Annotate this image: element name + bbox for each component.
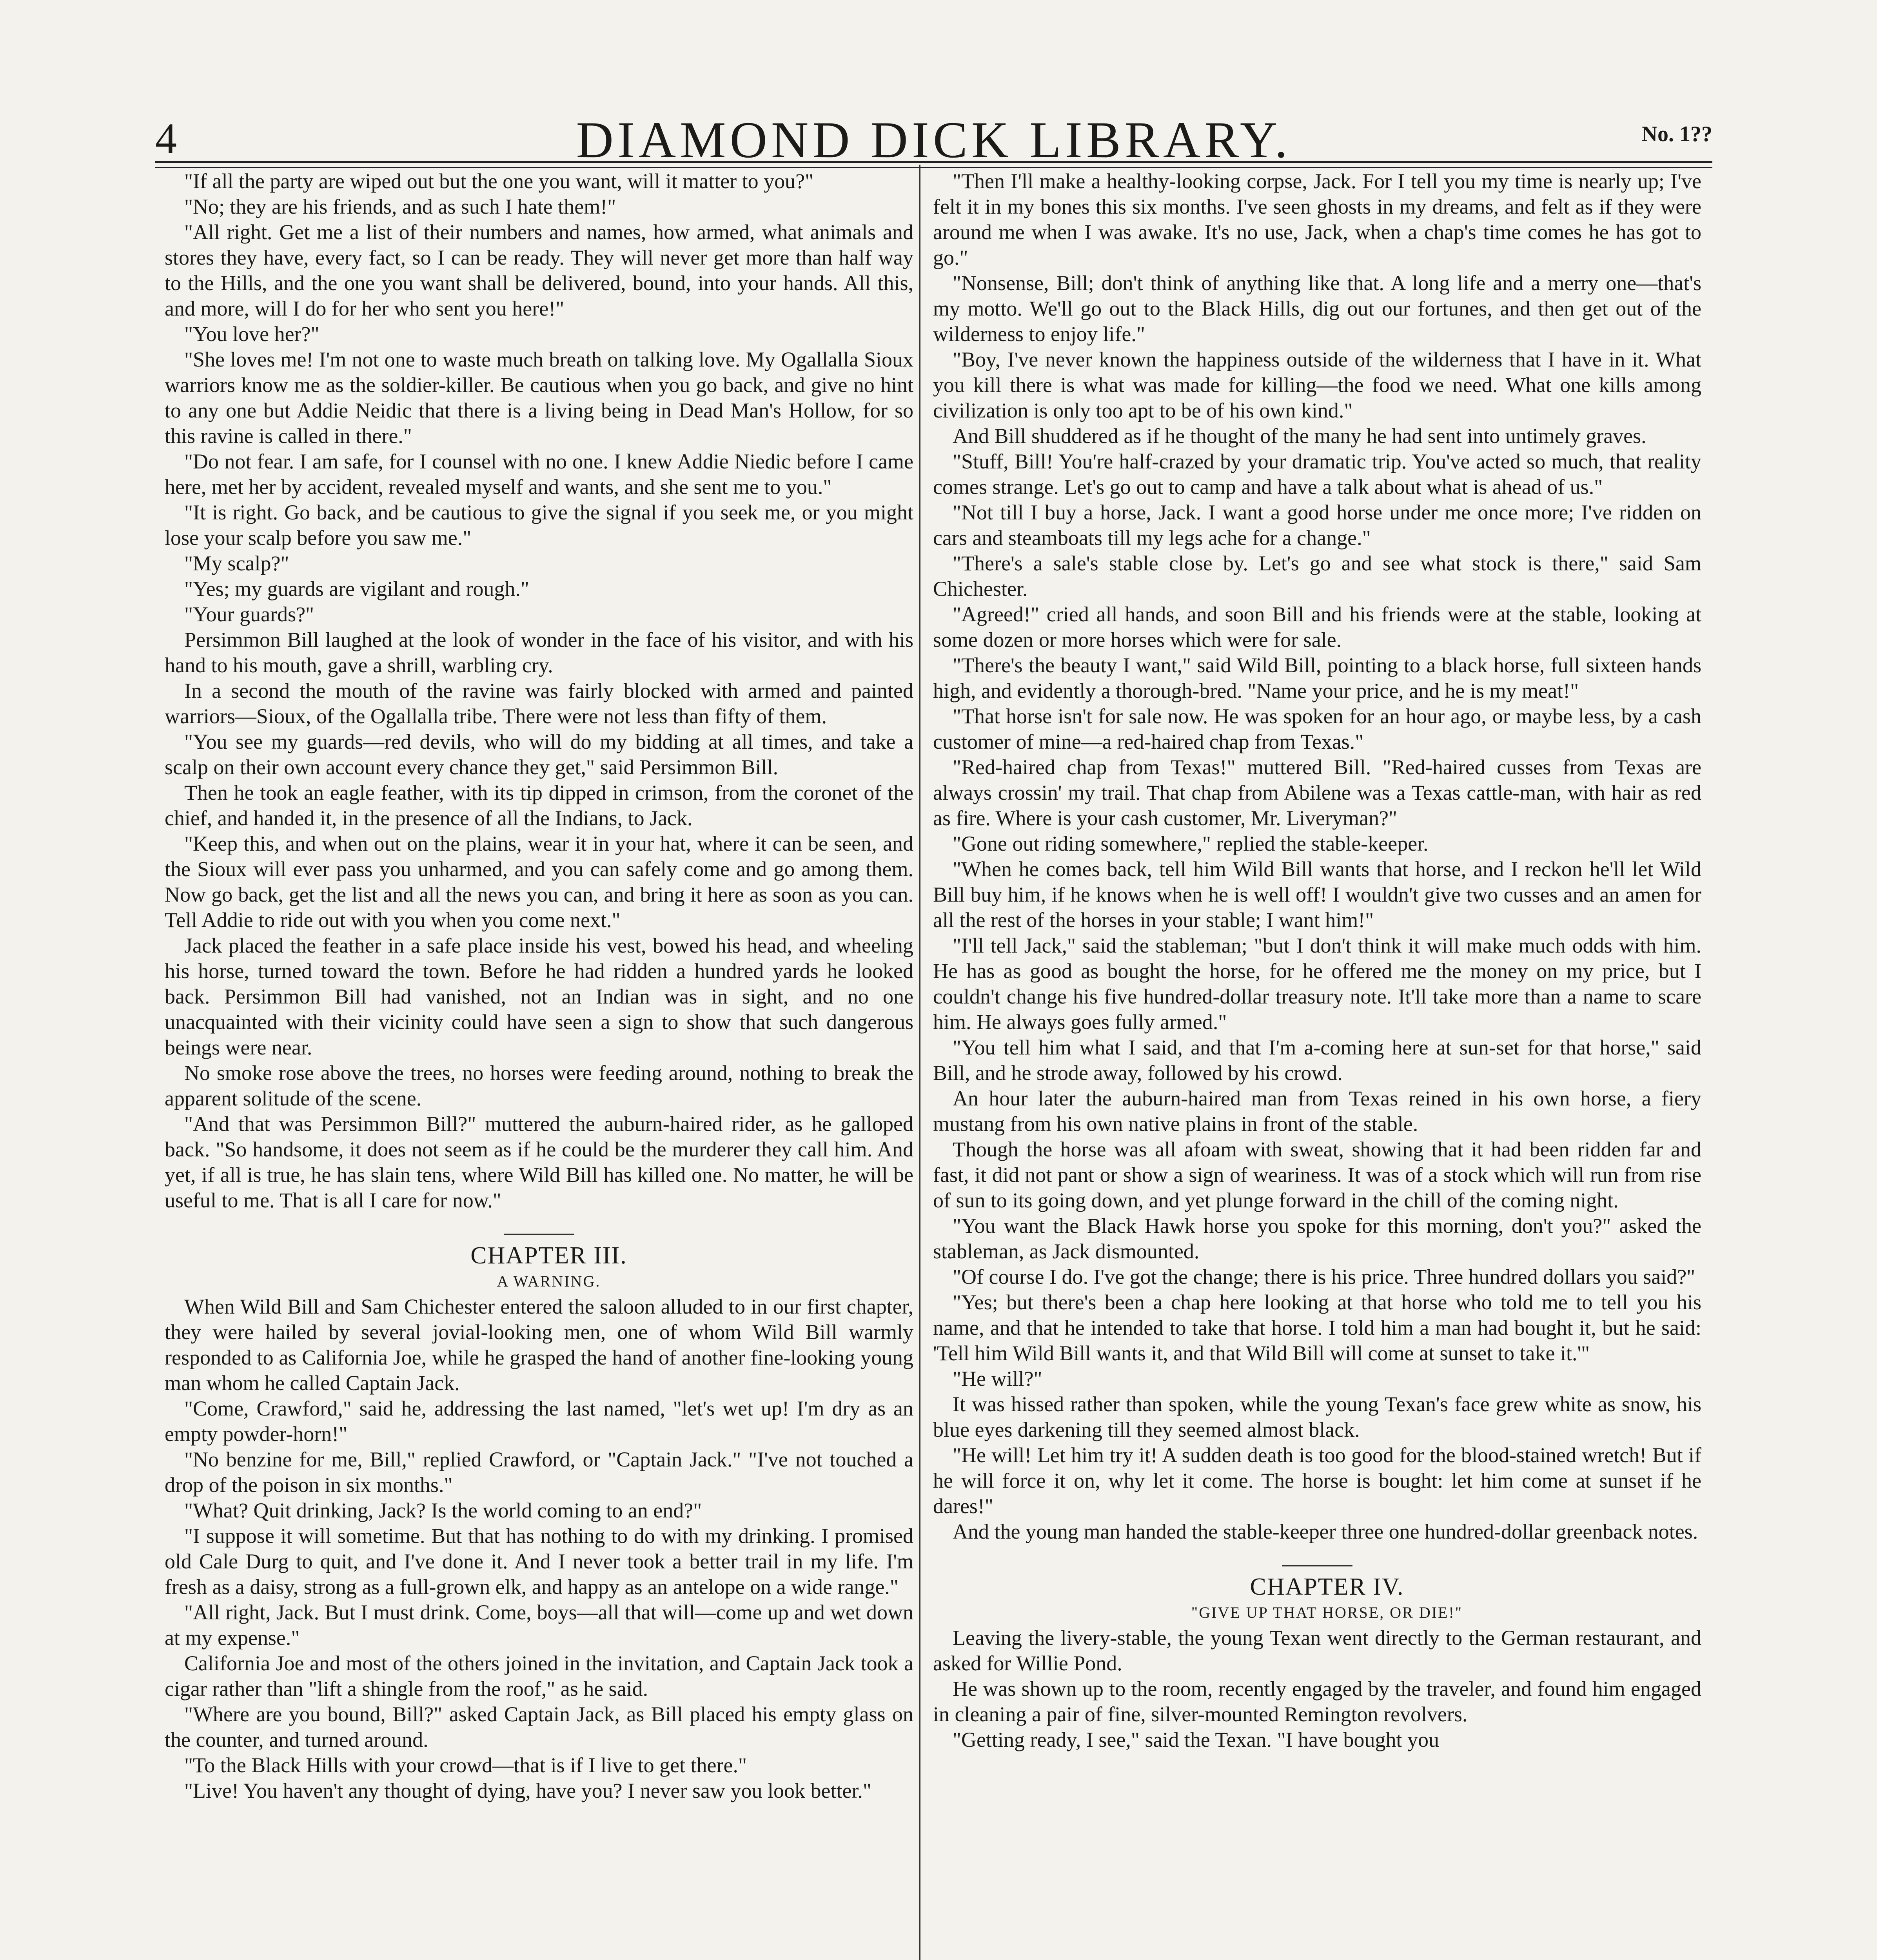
header-rule: [155, 161, 1712, 163]
paragraph: An hour later the auburn-haired man from Texas reined in his own horse, a fiery mustang from his own native plains in front of the stable.: [933, 1087, 1701, 1136]
paragraph: "You want the Black Hawk horse you spoke for this morning, don't you?" asked the stableman, as Jack dismounted.: [933, 1214, 1701, 1263]
chapter-four-title: CHAPTER IV.: [1250, 1573, 1404, 1600]
paragraph: "Where are you bound, Bill?" asked Captain Jack, as Bill placed his empty glass on the counter, and turned around.: [165, 1702, 913, 1751]
right-column: [933, 169, 1701, 1960]
paragraph: "Of course I do. I've got the change; there is his price. Three hundred dollars you said?": [953, 1265, 1695, 1289]
paragraph: "No; they are his friends, and as such I hate them!": [184, 195, 616, 218]
right-text-block-1: [933, 169, 1701, 1544]
section-separator: [1282, 1565, 1352, 1566]
paragraph: "He will! Let him try it! A sudden death is too good for the blood-stained wretch! But if he will force it on, why let it come. The horse is bought: let him come at sunset if he dares!": [933, 1443, 1701, 1518]
paragraph: "Keep this, and when out on the plains, wear it in your hat, where it can be seen, and the Sioux will ever pass you unharmed, and you can safely come and go among them. Now go back, get the list and all the news you can, and bring it here as soon as you can. Tell Addie to ride out with you when you come next.": [165, 832, 913, 932]
paragraph: And the young man handed the stable-keeper three one hundred-dollar greenback notes.: [953, 1520, 1698, 1543]
paragraph: Leaving the livery-stable, the young Texan went directly to the German restaurant, and asked for Willie Pond.: [933, 1626, 1701, 1675]
paragraph: "I suppose it will sometime. But that has nothing to do with my drinking. I promised old Cale Durg to quit, and I've done it. And I never took a better trail in my life. I'm fresh as a daisy, strong as a full-grown elk, and happy as an antelope on a wide range.": [165, 1524, 913, 1599]
paragraph: "She loves me! I'm not one to waste much breath on talking love. My Ogallalla Sioux warriors know me as the soldier-killer. Be cautious when you go back, and give no hint to any one but Addie Neidic that there is a living being in Dead Man's Hollow, for so this ravine is called in there.": [165, 348, 913, 448]
paragraph: "Stuff, Bill! You're half-crazed by your dramatic trip. You've acted so much, that reality comes strange. Let's go out to camp and have a talk about what is ahead of us.": [933, 450, 1701, 499]
paragraph: "All right, Jack. But I must drink. Come, boys—all that will—come up and wet down at my expense.": [165, 1601, 913, 1650]
left-column: [165, 169, 913, 1960]
paragraph: And Bill shuddered as if he thought of the many he had sent into untimely graves.: [953, 424, 1646, 448]
paragraph: "There's the beauty I want," said Wild Bill, pointing to a black horse, full sixteen hands high, and evidently a thorough-bred. "Name your price, and he is my meat!": [933, 653, 1701, 702]
paragraph: "You love her?": [184, 322, 319, 346]
paragraph: California Joe and most of the others joined in the invitation, and Captain Jack took a cigar rather than "lift a shingle from the roof," as he said.: [165, 1651, 913, 1700]
paragraph: "It is right. Go back, and be cautious to give the signal if you seek me, or you might lose your scalp before you saw me.": [165, 501, 913, 550]
paragraph: "No benzine for me, Bill," replied Crawford, or "Captain Jack." "I've not touched a drop of the poison in six months.": [165, 1448, 913, 1497]
right-text-block-2: [933, 1625, 1701, 1753]
paragraph: "Nonsense, Bill; don't think of anything like that. A long life and a merry one—that's my motto. We'll go out to the Black Hills, dig out our fortunes, and then get out of the wilderness to enjoy life.": [933, 271, 1701, 346]
left-text-block-1: [165, 169, 913, 1213]
paragraph: "Agreed!" cried all hands, and soon Bill and his friends were at the stable, looking at some dozen or more horses which were for sale.: [933, 603, 1701, 652]
paragraph: He was shown up to the room, recently engaged by the traveler, and found him engaged in cleaning a pair of fine, silver-mounted Remington revolvers.: [933, 1677, 1701, 1726]
paragraph: "If all the party are wiped out but the one you want, will it matter to you?": [184, 169, 814, 193]
paragraph: "I'll tell Jack," said the stableman; "but I don't think it will make much odds with him. He has as good as bought the horse, for he offered me the money on my price, but I couldn't change his five hundred-dollar treasury note. It'll take more than a name to scare him. He always goes fully armed.": [933, 934, 1701, 1034]
paragraph: "You see my guards—red devils, who will do my bidding at all times, and take a scalp on their own account every chance they get," said Persimmon Bill.: [165, 730, 913, 779]
left-text-block-2: [165, 1294, 913, 1804]
paragraph: "Yes; but there's been a chap here looking at that horse who told me to tell you his name, and that he intended to take that horse. I told him a man had bought it, but he said: 'Tell him Wild Bill wants it, and that Wild Bill will come at sunset to take it.'": [933, 1290, 1701, 1365]
paragraph: "And that was Persimmon Bill?" muttered the auburn-haired rider, as he galloped back. "So handsome, it does not seem as if he could be the murderer they call him. And yet, if all is true, he has slain tens, where Wild Bill has killed one. No matter, he will be useful to me. That is all I care for now.": [165, 1112, 913, 1212]
paragraph: "There's a sale's stable close by. Let's go and see what stock is there," said Sam Chichester.: [933, 552, 1701, 601]
paragraph: "Then I'll make a healthy-looking corpse, Jack. For I tell you my time is nearly up; I've felt it in my bones this six months. I've seen ghosts in my dreams, and felt as if they were around me when I was awake. It's no use, Jack, when a chap's time comes he has got to go.": [933, 169, 1701, 269]
paragraph: Though the horse was all afoam with sweat, showing that it had been ridden far and fast, it did not pant or show a sign of weariness. It was of a stock which will run from rise of sun to its going down, and yet plunge forward in the chill of the coming night.: [933, 1138, 1701, 1212]
header-rule-thin: [155, 167, 1712, 168]
paragraph: "What? Quit drinking, Jack? Is the world coming to an end?": [184, 1499, 702, 1522]
page-number: 4: [155, 114, 177, 162]
paragraph: "Your guards?": [184, 603, 314, 626]
paragraph: "Not till I buy a horse, Jack. I want a good horse under me once more; I've ridden on cars and steamboats till my legs ache for a change.": [933, 501, 1701, 550]
paragraph: "Do not fear. I am safe, for I counsel with no one. I knew Addie Niedic before I came here, met her by accident, revealed myself and wants, and she sent me to you.": [165, 450, 913, 499]
page-header: [155, 110, 1712, 169]
paragraph: No smoke rose above the trees, no horses were feeding around, nothing to break the apparent solitude of the scene.: [165, 1061, 913, 1110]
paragraph: "Gone out riding somewhere," replied the stable-keeper.: [953, 832, 1429, 855]
paragraph: "He will?": [953, 1367, 1042, 1390]
paragraph: "That horse isn't for sale now. He was spoken for an hour ago, or maybe less, by a cash customer of mine—a red-haired chap from Texas.": [933, 704, 1701, 753]
publication-title: DIAMOND DICK LIBRARY.: [576, 111, 1292, 169]
paragraph: Then he took an eagle feather, with its tip dipped in crimson, from the coronet of the chief, and handed it, in the presence of all the Indians, to Jack.: [165, 781, 913, 830]
paragraph: "All right. Get me a list of their numbers and names, how armed, what animals and stores they have, every fact, so I can be ready. They will never get more than half way to the Hills, and the one you want shall be delivered, bound, into your hands. All this, and more, will I do for her who sent you here!": [165, 220, 913, 320]
paragraph: "Live! You haven't any thought of dying, have you? I never saw you look better.": [184, 1779, 871, 1802]
paragraph: "To the Black Hills with your crowd—that is if I live to get there.": [184, 1753, 747, 1777]
section-separator: [504, 1234, 574, 1235]
paragraph: In a second the mouth of the ravine was fairly blocked with armed and painted warriors—Sioux, of the Ogallalla tribe. There were not less than fifty of them.: [165, 679, 913, 728]
paragraph: Persimmon Bill laughed at the look of wonder in the face of his visitor, and with his hand to his mouth, gave a shrill, warbling cry.: [165, 628, 913, 677]
paragraph: "Getting ready, I see," said the Texan. "I have bought you: [953, 1728, 1439, 1751]
paragraph: Jack placed the feather in a safe place inside his vest, bowed his head, and wheeling his horse, turned toward the town. Before he had ridden a hundred yards he looked back. Persimmon Bill had vanished, not an Indian was in sight, and no one unacquainted with their vicinity could have seen a sign to show that such dangerous beings were near.: [165, 934, 913, 1059]
paragraph: "You tell him what I said, and that I'm a-coming here at sun-set for that horse," said Bill, and he strode away, followed by his crowd.: [933, 1036, 1701, 1085]
paragraph: "Come, Crawford," said he, addressing the last named, "let's wet up! I'm dry as an empty powder-horn!": [165, 1397, 913, 1446]
paragraph: "Yes; my guards are vigilant and rough.": [184, 577, 529, 601]
paragraph: "My scalp?": [184, 552, 289, 575]
issue-number: No. 1??: [1641, 122, 1712, 146]
chapter-three-title: CHAPTER III.: [470, 1242, 627, 1269]
paragraph: "Red-haired chap from Texas!" muttered Bill. "Red-haired cusses from Texas are always crossin' my trail. That chap from Abilene was a Texas cattle-man, with hair as red as fire. Where is your cash customer, Mr. Liveryman?": [933, 755, 1701, 830]
paragraph: It was hissed rather than spoken, while the young Texan's face grew white as snow, his blue eyes darkening till they seemed almost black.: [933, 1392, 1701, 1441]
column-divider: [919, 165, 920, 1960]
chapter-three-subtitle: A WARNING.: [497, 1272, 601, 1290]
paragraph: "When he comes back, tell him Wild Bill wants that horse, and I reckon he'll let Wild Bill buy him, if he knows when he is well off! I wouldn't give two cusses and an amen for all the rest of the horses in your stable; I want him!": [933, 857, 1701, 932]
paragraph: When Wild Bill and Sam Chichester entered the saloon alluded to in our first chapter, they were hailed by several jovial-looking men, one of whom Wild Bill warmly responded to as California Joe, while he grasped the hand of another fine-looking young man whom he called Captain Jack.: [165, 1295, 913, 1395]
paragraph: "Boy, I've never known the happiness outside of the wilderness that I have in it. What you kill there is what was made for killing—the food we need. What one kills among civilization is only too apt to be of his own kind.": [933, 348, 1701, 422]
chapter-four-subtitle: "GIVE UP THAT HORSE, OR DIE!": [1191, 1604, 1463, 1621]
